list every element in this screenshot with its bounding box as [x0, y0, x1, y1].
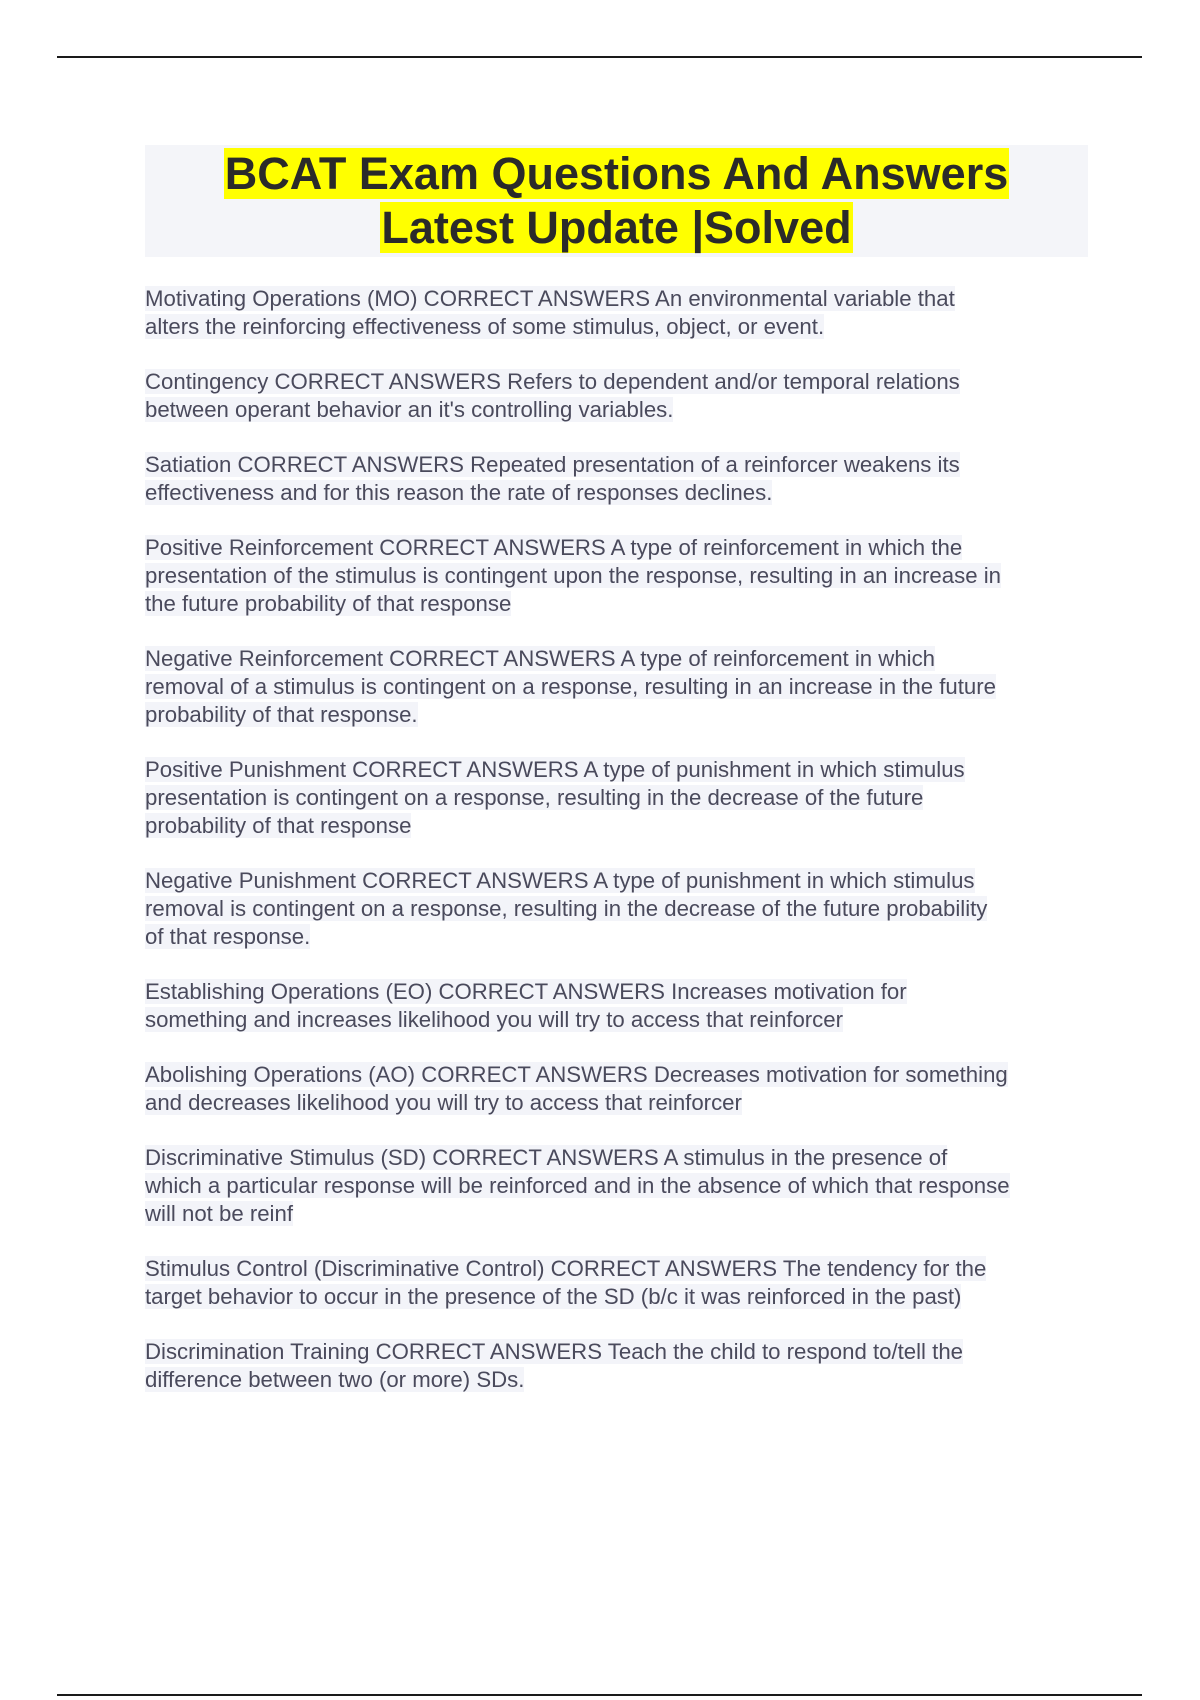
qa-entry-negative-reinforcement: Negative Reinforcement CORRECT ANSWERS A type of reinforcement in which removal of a stimulus is contingent on a response, resulting in an increase in the future probability of that response. — [145, 646, 996, 727]
qa-entry-satiation: Satiation CORRECT ANSWERS Repeated presentation of a reinforcer weakens its effectiveness and for this reason the rate of responses declines. — [145, 452, 960, 505]
header-rule — [57, 56, 1142, 58]
qa-entry-negative-punishment: Negative Punishment CORRECT ANSWERS A type of punishment in which stimulus removal is contingent on a response, resulting in the decrease of the future probability of that response. — [145, 867, 988, 949]
title-line-2: Latest Update |Solved — [381, 202, 852, 253]
qa-entry-establishing-operations: Establishing Operations (EO) CORRECT ANSWERS Increases motivation for something and increases likelihood you will try to access that reinforcer — [145, 978, 907, 1032]
qa-entry-motivating-operations: Motivating Operations (MO) CORRECT ANSWERS An environmental variable that alters the reinforcing effectiveness of some stimulus, object, or event. — [145, 286, 955, 339]
qa-entry-positive-reinforcement: Positive Reinforcement CORRECT ANSWERS A type of reinforcement in which the presentation of the stimulus is contingent upon the response, resulting in an increase in the future probability of that response — [145, 535, 1001, 616]
qa-entry-discriminative-stimulus: Discriminative Stimulus (SD) CORRECT ANSWERS A stimulus in the presence of which a particular response will be reinforced and in the absence of which that response will not be reinf — [145, 1145, 1010, 1226]
title-line-1: BCAT Exam Questions And Answers — [224, 148, 1009, 199]
qa-entry-discrimination-training: Discrimination Training CORRECT ANSWERS Teach the child to respond to/tell the difference between two (or more) SDs. — [145, 1339, 963, 1392]
qa-entry-stimulus-control: Stimulus Control (Discriminative Control) CORRECT ANSWERS The tendency for the target behavior to occur in the presence of the SD (b/c it was reinforced in the past) — [145, 1255, 987, 1309]
qa-entry-positive-punishment: Positive Punishment CORRECT ANSWERS A type of punishment in which stimulus presentation is contingent on a response, resulting in the decrease of the future probability of that response — [145, 757, 965, 838]
qa-list — [145, 285, 1095, 1421]
qa-entry-contingency: Contingency CORRECT ANSWERS Refers to dependent and/or temporal relations between operant behavior an it's controlling variables. — [145, 369, 960, 422]
footer-rule — [57, 1694, 1142, 1696]
document-title — [145, 145, 1088, 257]
qa-entry-abolishing-operations: Abolishing Operations (AO) CORRECT ANSWERS Decreases motivation for something and decreases likelihood you will try to access that reinforcer — [145, 1061, 1008, 1115]
